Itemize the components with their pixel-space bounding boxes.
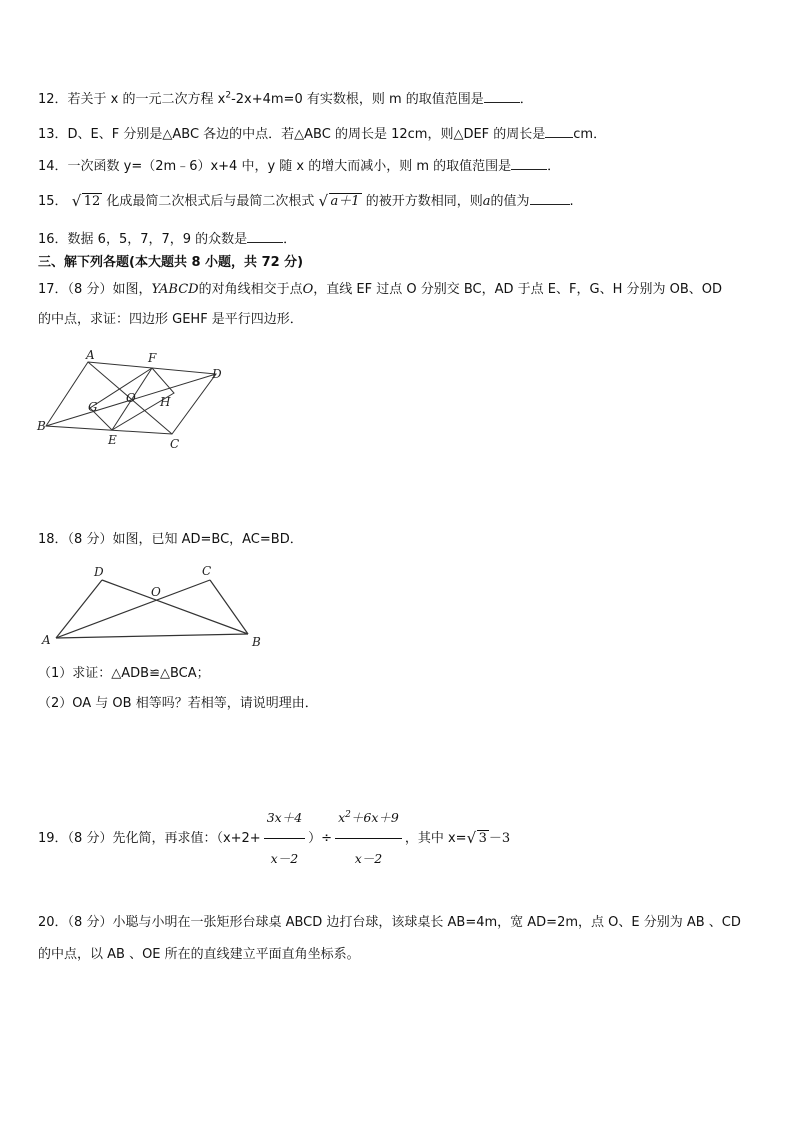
q15-text-d: 的值为 xyxy=(490,194,530,209)
label-d: D xyxy=(212,367,222,381)
figure-18-triangles xyxy=(36,560,266,652)
radical-icon: √ xyxy=(71,192,82,210)
q15-num: 15． xyxy=(38,194,68,209)
q17-text-b: 的对角线相交于点 xyxy=(198,282,303,297)
q19-sqrt-arg: 3 xyxy=(478,831,487,846)
question-15 xyxy=(38,190,574,212)
q14-end: ． xyxy=(547,159,561,174)
q15-text-c: 的被开方数相同，则 xyxy=(365,194,483,209)
q19-sqrt-3 xyxy=(467,819,489,859)
q19-frac2-x: x xyxy=(338,810,346,825)
q19-fraction-2 xyxy=(335,798,402,879)
q15-var-a: a xyxy=(482,194,491,209)
radical-icon: √ xyxy=(466,829,477,847)
q16-answer-blank[interactable] xyxy=(247,228,283,243)
radical-icon: √ xyxy=(318,192,329,210)
question-17-line-1 xyxy=(38,280,722,300)
q13-answer-blank[interactable] xyxy=(545,123,573,138)
q12-answer-blank[interactable] xyxy=(484,88,520,103)
q13-text: 13．D、E、F 分别是△ABC 各边的中点．若△ABC 的周长是 12cm，则△DEF 的周长是 xyxy=(38,127,546,142)
q16-text: 16．数据 6，5，7，7，9 的众数是 xyxy=(38,232,248,247)
question-14 xyxy=(38,155,560,177)
q14-answer-blank[interactable] xyxy=(511,155,547,170)
label-c: C xyxy=(202,564,212,578)
question-18-part-1: （1）求证：△ADB≌△BCA； xyxy=(38,666,210,681)
q19-frac1-denominator: x－2 xyxy=(270,851,299,866)
label-g: G xyxy=(88,400,98,414)
label-o: O xyxy=(126,391,136,405)
q19-frac2-denominator: x－2 xyxy=(354,851,383,866)
question-17-line-2: 的中点，求证：四边形 GEHF 是平行四边形． xyxy=(38,312,303,327)
q13-end: cm． xyxy=(573,127,607,142)
q15-sqrt-a-plus-1 xyxy=(319,192,362,212)
label-a: A xyxy=(42,633,51,647)
question-20-line-2: 的中点，以 AB 、OE 所在的直线建立平面直角坐标系。 xyxy=(38,947,360,962)
question-16 xyxy=(38,228,296,250)
q12-text-b: -2x+4m=0 有实数根，则 m 的取值范围是 xyxy=(231,92,484,107)
q15-answer-blank[interactable] xyxy=(530,190,570,205)
label-e: E xyxy=(108,433,117,447)
q19-frac2-rest: ＋6x＋9 xyxy=(350,810,399,825)
question-12 xyxy=(38,88,533,110)
q17-abcd: ABCD xyxy=(159,282,199,297)
q15-sqrt-arg-2: a＋1 xyxy=(330,194,360,209)
q17-text-c: ，直线 EF 过点 O 分别交 BC，AD 于点 E、F，G、H 分别为 OB、OD xyxy=(313,282,723,297)
question-18-part-2: （2）OA 与 OB 相等吗？若相等，请说明理由． xyxy=(38,696,318,711)
label-b: B xyxy=(252,635,261,649)
label-d: D xyxy=(94,565,104,579)
label-h: H xyxy=(160,395,171,409)
section-3-heading: 三、解下列各题(本大题共 8 小题，共 72 分) xyxy=(38,255,304,270)
label-a: A xyxy=(86,348,95,362)
label-f: F xyxy=(148,351,157,365)
q15-end: . xyxy=(569,194,574,209)
q19-lead: 19．（8 分）先化简，再求值：（x+2+ xyxy=(38,831,261,846)
q15-text-b: 化成最简二次根式后与最简二次根式 xyxy=(106,194,315,209)
q19-where: ，其中 x= xyxy=(404,831,467,846)
q19-frac2-exponent: 2 xyxy=(345,809,351,820)
question-19 xyxy=(38,798,510,879)
q19-fraction-1 xyxy=(264,798,305,879)
segment-ab xyxy=(56,634,248,638)
parallelogram-symbol-icon: Y xyxy=(151,282,160,297)
q19-minus-3: －3 xyxy=(488,831,511,846)
q17-lead: 17．（8 分）如图， xyxy=(38,282,152,297)
question-13 xyxy=(38,123,606,145)
figure-17-parallelogram xyxy=(36,348,236,452)
q17-point-o: O xyxy=(302,282,314,297)
q15-sqrt-arg-1: 12 xyxy=(83,194,101,209)
q12-text: 12．若关于 x 的一元二次方程 x xyxy=(38,92,226,107)
q19-frac1-numerator: 3x＋4 xyxy=(264,798,305,839)
label-b: B xyxy=(37,419,46,433)
label-o: O xyxy=(151,585,161,599)
q14-text: 14．一次函数 y=（2m﹣6）x+4 中，y 随 x 的增大而减小，则 m 的取值范围是 xyxy=(38,159,512,174)
question-20-line-1: 20．（8 分）小聪与小明在一张矩形台球桌 ABCD 边打台球，该球桌长 AB=4m，宽 AD=2m，点 O、E 分别为 AB 、CD xyxy=(38,915,741,930)
segment-cb xyxy=(210,580,248,634)
label-c: C xyxy=(170,437,180,451)
q12-exponent: 2 xyxy=(225,90,232,101)
q12-end: ． xyxy=(519,92,533,107)
q15-sqrt-12 xyxy=(72,192,103,212)
segment-db xyxy=(102,580,248,634)
q19-frac2-numerator xyxy=(335,798,402,839)
q16-end: ． xyxy=(283,232,297,247)
q19-divide: ）÷ xyxy=(308,831,333,846)
question-18-line-1: 18．（8 分）如图，已知 AD=BC，AC=BD． xyxy=(38,532,303,547)
